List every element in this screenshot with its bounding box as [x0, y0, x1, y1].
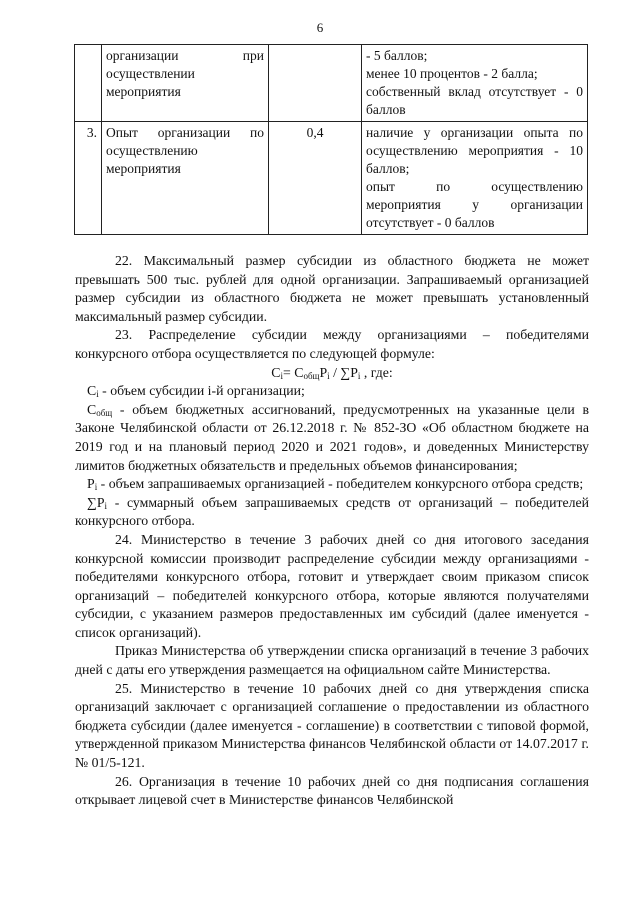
definition-symbol: ∑P [87, 494, 105, 510]
table-row [75, 122, 588, 235]
table-row [75, 45, 588, 122]
definition-pi [75, 475, 589, 494]
criterion-scoring [362, 122, 588, 235]
definition-text: - суммарный объем запрашиваемых средств от организаций – победителей конкурсного отбора. [75, 494, 589, 529]
formula-part: , где: [360, 364, 393, 380]
page-number: 6 [316, 20, 324, 35]
scoring-line: опыт по осуществлению мероприятия у организации отсутствует - 0 баллов [366, 179, 583, 230]
scoring-line: менее 10 процентов - 2 балла; [366, 66, 538, 81]
formula-sub: i [327, 370, 330, 381]
definition-sumpi [75, 494, 589, 531]
criterion-name: Опыт организации по осуществлению мероприятия [102, 122, 269, 235]
row-number: 3. [75, 122, 102, 235]
criterion-name: организации при осуществлении мероприятия [102, 45, 269, 122]
definition-sub: общ [96, 407, 113, 418]
definition-symbol: C [87, 401, 97, 417]
criterion-weight [269, 45, 362, 122]
formula-part: P [319, 364, 328, 380]
criterion-scoring [362, 45, 588, 122]
definition-ci [75, 382, 589, 401]
formula-sub: i [280, 370, 283, 381]
scoring-line: собственный вклад отсутствует - 0 баллов [366, 84, 583, 117]
paragraph-23: 23. Распределение субсидии между организациями – победителями конкурсного отбора осуществляется по следующей формуле: [75, 327, 589, 361]
definition-cobsh [75, 401, 589, 475]
formula-part: = C [283, 364, 304, 380]
distribution-formula [75, 364, 589, 383]
row-number [75, 45, 102, 122]
definition-sub: i [96, 389, 99, 400]
definition-text: - объем запрашиваемых организацией - победителем конкурсного отбора средств; [97, 476, 584, 492]
formula-sub: общ [303, 370, 320, 381]
paragraph-25: 25. Министерство в течение 10 рабочих дней со дня утверждения списка организаций заключает с организацией соглашение о предоставлении из областного бюджета субсидии (далее именуется - соглашение) в соответствии с типовой формой, утвержденной приказом Министерства финансов Челябинской области от 14.07.2017 г. № 01/5-121. [75, 680, 589, 771]
document-body [75, 252, 589, 810]
definition-symbol: C [87, 383, 97, 399]
criterion-weight: 0,4 [269, 122, 362, 235]
formula-part: / ∑P [329, 364, 358, 380]
paragraph-24-order: Приказ Министерства об утверждении списка организаций в течение 3 рабочих дней с даты его утверждения размещается на официальном сайте Министерства. [75, 643, 589, 678]
formula-part: C [271, 364, 281, 380]
definition-text: - объем субсидии i-й организации; [98, 383, 305, 399]
paragraph-24: 24. Министерство в течение 3 рабочих дней со дня итогового заседания конкурсной комиссии производит распределение субсидии между организациями - победителями конкурсного отбора, готовит и утверждает своим приказом список организаций – победителей конкурсного отбора, которые являются получателями субсидии, с указанием размеров предоставленных им субсидий (далее именуется - список организаций). [75, 531, 589, 640]
paragraph-22: 22. Максимальный размер субсидии из областного бюджета не может превышать 500 тыс. рублей для одной организации. Запрашиваемый организацией размер субсидии из областного бюджета не может превышать установленный максимальный размер субсидии. [75, 253, 589, 324]
definition-sub: i [94, 482, 98, 493]
criteria-table [74, 44, 588, 235]
formula-sub: i [357, 370, 361, 381]
definition-text: - объем бюджетных ассигнований, предусмотренных на указанные цели в Законе Челябинской области от 26.12.2018 г. № 852-ЗО «Об областном бюджете на 2019 год и на плановый период 2020 и 2021 годов», и доведенных Министерству лимитов бюджетных обязательств и предельных объемов финансирования; [75, 401, 589, 473]
scoring-line: - 5 баллов; [366, 48, 428, 63]
definition-symbol: P [87, 476, 95, 492]
scoring-line: наличие у организации опыта по осуществлению мероприятия - 10 баллов; [366, 125, 583, 176]
paragraph-26: 26. Организация в течение 10 рабочих дней со дня подписания соглашения открывает лицевой счет в Министерстве финансов Челябинской [75, 773, 589, 808]
definition-sub: i [104, 500, 108, 511]
